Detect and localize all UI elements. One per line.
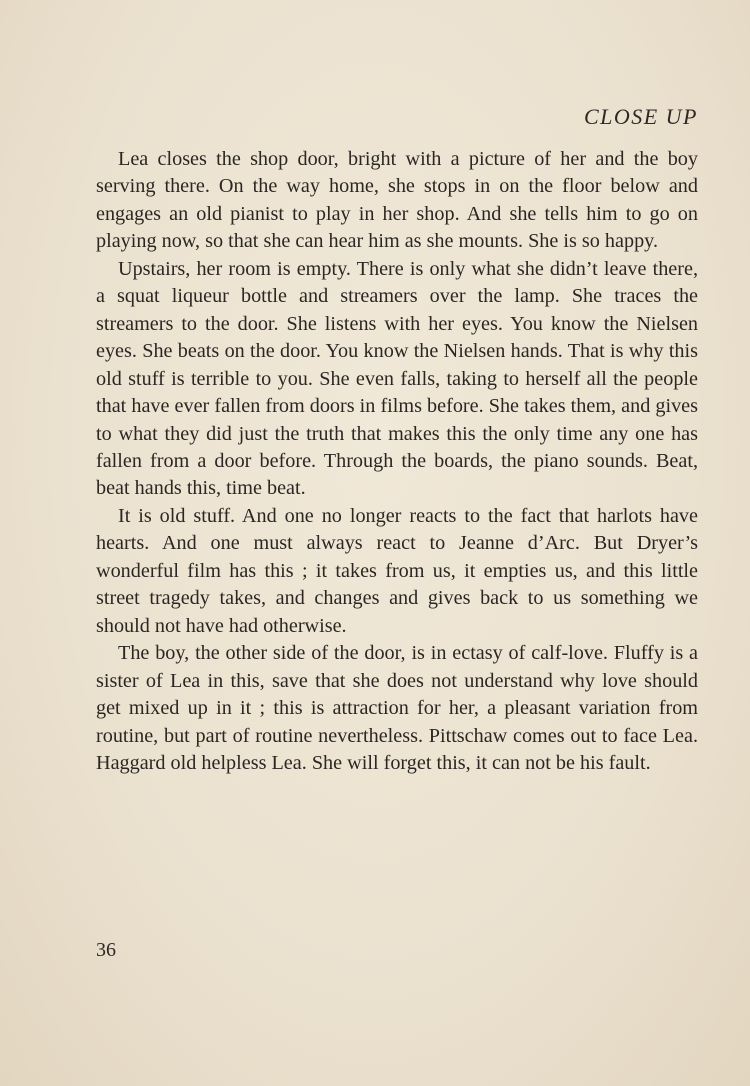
paragraph-1: Lea closes the shop door, bright with a picture of her and the boy serving there. On the way home, she stops in on the floor below and engages an old pianist to play in her shop. And she tells him to go on playing now, so that she can hear him as she mounts. She is so happy. — [96, 148, 698, 253]
page-number: 36 — [96, 939, 116, 961]
paragraph-4: The boy, the other side of the door, is in ectasy of calf-love. Fluffy is a sister of Lea in this, save that she does not understand why love should get mixed up in it ; this is attraction for her, a pleasant variation from routine, but part of routine nevertheless. Pittschaw comes out to face Lea. Haggard old helpless Lea. She will forget this, it can not be his fault. — [96, 642, 698, 774]
paragraph-2: Upstairs, her room is empty. There is only what she didn’t leave there, a squat liqueur bottle and streamers over the lamp. She traces the streamers to the door. She listens with her eyes. You know the Nielsen eyes. She beats on the door. You know the Nielsen hands. That is why this old stuff is terrible to you. She even falls, taking to herself all the people that have ever fallen from doors in films before. She takes them, and gives to what they did just the truth that makes this the only time any one has fallen from a door before. Through the boards, the piano sounds. Beat, beat hands this, time beat. — [96, 257, 698, 500]
paragraph-3: It is old stuff. And one no longer reacts to the fact that harlots have hearts. And one must always react to Jeanne d’Arc. But Dryer’s wonderful film has this ; it takes from us, it empties us, and this little street tragedy takes, and changes and gives back to us something we should not have had otherwise. — [96, 504, 698, 637]
running-head: CLOSE UP — [583, 104, 698, 129]
body-text — [96, 146, 698, 777]
